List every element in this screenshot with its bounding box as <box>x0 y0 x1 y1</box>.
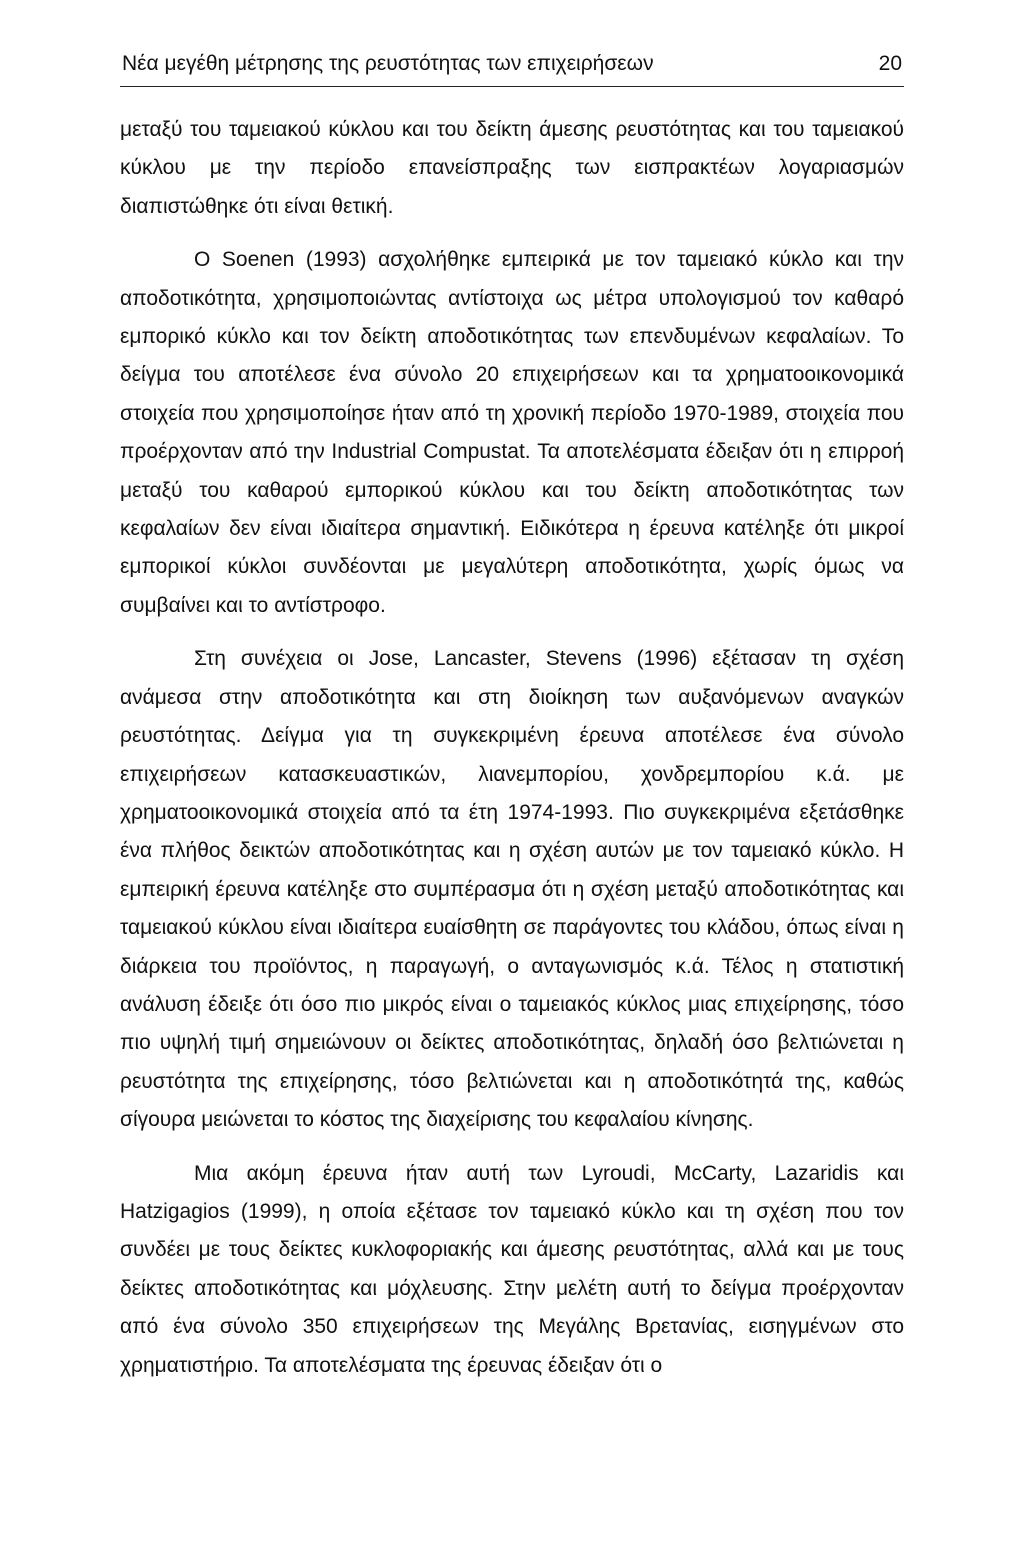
header-title: Νέα μεγέθη μέτρησης της ρευστότητας των επιχειρήσεων <box>122 52 654 75</box>
body-text <box>120 111 904 1385</box>
paragraph-soenen: Ο Soenen (1993) ασχολήθηκε εμπειρικά με τον ταμειακό κύκλο και την αποδοτικότητα, χρησιμοποιώντας αντίστοιχα ως μέτρα υπολογισμού τον καθαρό εμπορικό κύκλο και τον δείκτη αποδοτικότητας των επενδυμένων κεφαλαίων. Το δείγμα του αποτέλεσε ένα σύνολο 20 επιχειρήσεων και τα χρηματοοικονομικά στοιχεία που χρησιμοποίησε ήταν από τη χρονική περίοδο 1970-1989, στοιχεία που προέρχονταν από την Industrial Compustat. Τα αποτελέσματα έδειξαν ότι η επιρροή μεταξύ του καθαρού εμπορικού κύκλου και του δείκτη αποδοτικότητας των κεφαλαίων δεν είναι ιδιαίτερα σημαντική. Ειδικότερα η έρευνα κατέληξε ότι μικροί εμπορικοί κύκλοι συνδέονται με μεγαλύτερη αποδοτικότητα, χωρίς όμως να συμβαίνει και το αντίστροφο. <box>120 248 904 617</box>
paragraph-lyroudi: Μια ακόμη έρευνα ήταν αυτή των Lyroudi, McCarty, Lazaridis και Hatzigagios (1999), η οποία εξέτασε τον ταμειακό κύκλο και τη σχέση που τον συνδέει με τους δείκτες κυκλοφοριακής και άμεσης ρευστότητας, αλλά και με τους δείκτες αποδοτικότητας και μόχλευσης. Στην μελέτη αυτή το δείγμα προέρχονταν από ένα σύνολο 350 επιχειρήσεων της Μεγάλης Βρετανίας, εισηγμένων στο χρηματιστήριο. Τα αποτελέσματα της έρευνας έδειξαν ότι ο <box>120 1161 904 1377</box>
paragraph-jose-lancaster-stevens: Στη συνέχεια οι Jose, Lancaster, Stevens (1996) εξέτασαν τη σχέση ανάμεσα στην αποδοτικότητα και στη διοίκηση των αυξανόμενων αναγκών ρευστότητας. Δείγμα για τη συγκεκριμένη έρευνα αποτέλεσε ένα σύνολο επιχειρήσεων κατασκευαστικών, λιανεμπορίου, χονδρεμπορίου κ.ά. με χρηματοοικονομικά στοιχεία από τα έτη 1974-1993. Πιο συγκεκριμένα εξετάσθηκε ένα πλήθος δεικτών αποδοτικότητας και η σχέση αυτών με τον ταμειακό κύκλο. Η εμπειρική έρευνα κατέληξε στο συμπέρασμα ότι η σχέση μεταξύ αποδοτικότητας και ταμειακού κύκλου είναι ιδιαίτερα ευαίσθητη σε παράγοντες του κλάδου, όπως είναι η διάρκεια του προϊόντος, η παραγωγή, ο ανταγωνισμός κ.ά. Τέλος η στατιστική ανάλυση έδειξε ότι όσο πιο μικρός είναι ο ταμειακός κύκλος μιας επιχείρησης, τόσο πιο υψηλή τιμή σημειώνουν οι δείκτες αποδοτικότητας, δηλαδή όσο βελτιώνεται η ρευστότητα της επιχείρησης, τόσο βελτιώνεται και η αποδοτικότητά της, καθώς σίγουρα μειώνεται το κόστος της διαχείρισης του κεφαλαίου κίνησης. <box>120 647 904 1132</box>
header-divider <box>120 86 904 87</box>
paragraph-continuation: μεταξύ του ταμειακού κύκλου και του δείκτη άμεσης ρευστότητας και του ταμειακού κύκλου με την περίοδο επανείσπραξης των εισπρακτέων λογαριασμών διαπιστώθηκε ότι είναι θετική. <box>120 118 904 218</box>
page-number: 20 <box>878 52 902 75</box>
running-header <box>120 48 904 80</box>
